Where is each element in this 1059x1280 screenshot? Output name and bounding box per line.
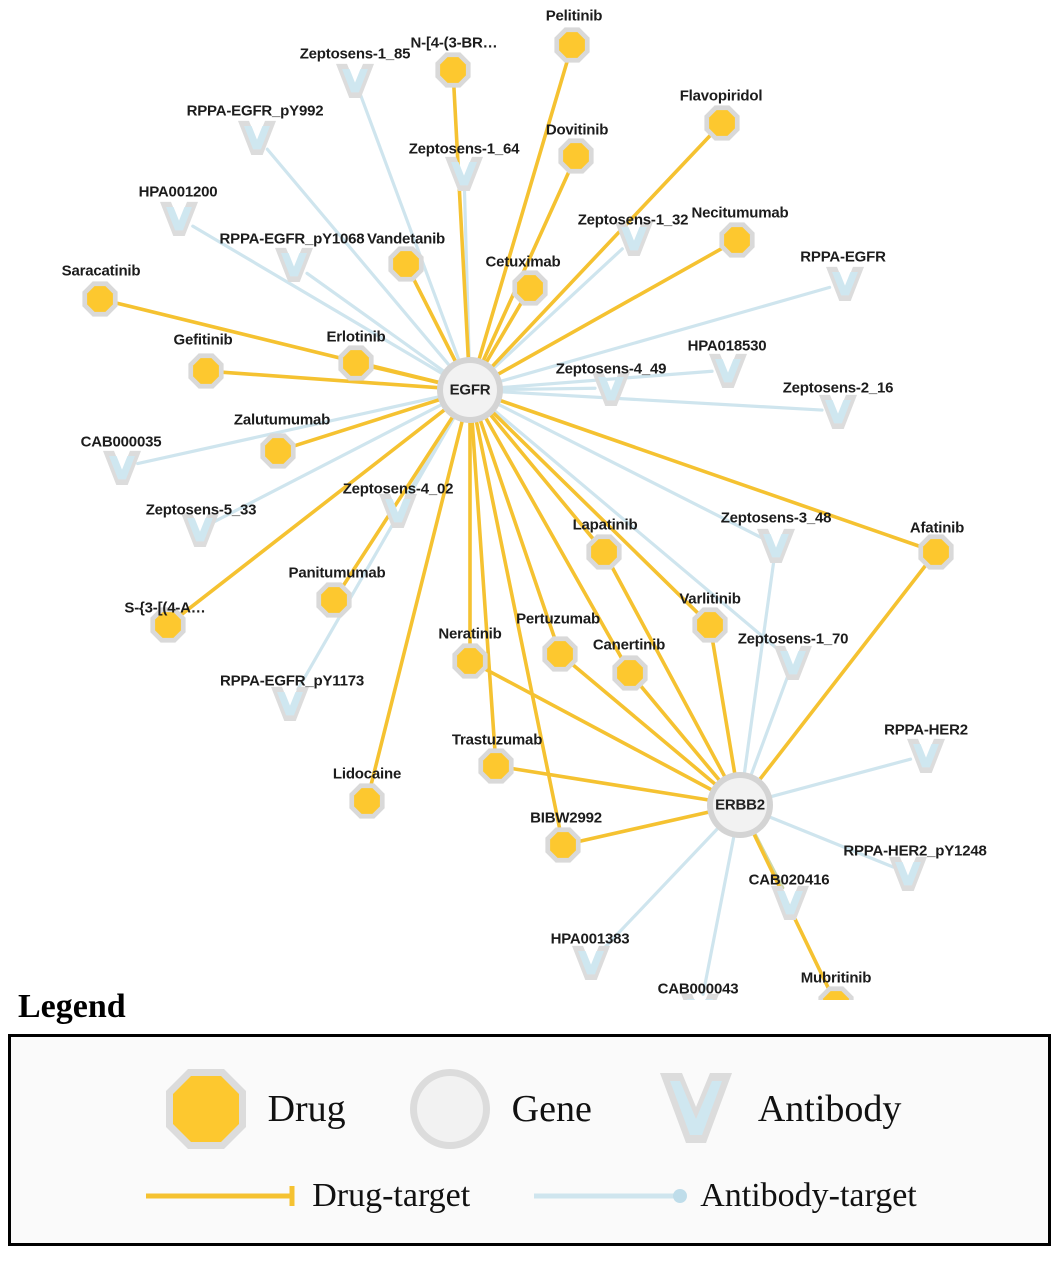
drug-node-label: N-[4-(3-BR… <box>410 34 498 52</box>
antibody-node-label: Zeptosens-1_70 <box>737 630 849 648</box>
antibody-node-label: CAB000035 <box>80 433 162 451</box>
antibody-node[interactable] <box>271 687 309 721</box>
drug-node-label: Erlotinib <box>326 328 386 346</box>
antibody-node-label: RPPA-EGFR_pY1173 <box>219 672 365 690</box>
drug-node[interactable] <box>452 643 487 678</box>
graph-edge <box>500 392 822 410</box>
drug-node[interactable] <box>542 636 577 671</box>
legend-title: Legend <box>18 988 126 1025</box>
drug-node-label: Saracatinib <box>61 262 141 280</box>
drug-node-label: Zalutumumab <box>233 411 331 429</box>
graph-edge <box>307 273 446 372</box>
antibody-node[interactable] <box>336 64 374 98</box>
drug-node-label: Pertuzumab <box>516 610 600 628</box>
legend-label-gene: Gene <box>511 1088 592 1130</box>
gene-node-label: ERBB2 <box>715 796 765 814</box>
antibody-edge-icon <box>530 1182 690 1210</box>
antibody-node[interactable] <box>907 739 945 773</box>
drug-node[interactable] <box>82 281 117 316</box>
antibody-node[interactable] <box>826 267 864 301</box>
drug-node[interactable] <box>704 105 739 140</box>
drug-node[interactable] <box>349 783 384 818</box>
graph-edge <box>713 641 735 776</box>
antibody-node[interactable] <box>572 946 610 980</box>
antibody-node-label: Zeptosens-3_48 <box>720 509 832 527</box>
antibody-node[interactable] <box>445 157 483 191</box>
drug-node[interactable] <box>388 246 423 281</box>
graph-edge <box>500 388 595 389</box>
legend-label-antibody-target: Antibody-target <box>700 1177 917 1214</box>
legend-label-drug-target: Drug-target <box>312 1177 471 1214</box>
antibody-node-label: CAB000043 <box>657 980 739 998</box>
drug-node-label: Trastuzumab <box>451 731 543 749</box>
antibody-node-label: CAB020416 <box>748 871 830 889</box>
legend-item-antibody-target <box>530 1177 917 1215</box>
drug-node[interactable] <box>586 534 621 569</box>
graph-edge <box>372 367 441 383</box>
drug-node-label: Afatinib <box>909 519 965 537</box>
antibody-node[interactable] <box>160 202 198 236</box>
graph-edge <box>744 561 774 775</box>
drug-node[interactable] <box>554 27 589 62</box>
antibody-node-label: HPA018530 <box>687 337 767 355</box>
antibody-node-label: RPPA-HER2_pY1248 <box>843 842 987 860</box>
antibody-node-label: RPPA-EGFR <box>800 248 886 266</box>
drug-node[interactable] <box>545 827 580 862</box>
graph-edge <box>769 759 911 797</box>
drug-node[interactable] <box>612 655 647 690</box>
legend-edge-row <box>11 1177 1048 1215</box>
drug-node-label: Pelitinib <box>545 7 603 25</box>
graph-edge <box>343 415 454 586</box>
drug-node-label: Lapatinib <box>572 516 638 534</box>
drug-node[interactable] <box>512 270 547 305</box>
legend <box>8 988 1051 1246</box>
chevron-down-icon <box>648 1061 744 1157</box>
drug-node[interactable] <box>435 52 470 87</box>
drug-node-label: Varlitinib <box>679 590 741 608</box>
antibody-node-label: HPA001383 <box>550 930 630 948</box>
drug-node-label: Lidocaine <box>332 765 402 783</box>
antibody-node-label: Zeptosens-1_85 <box>299 45 411 63</box>
drug-node-label: S-{3-[(4-A… <box>124 599 206 617</box>
antibody-node-label: Zeptosens-1_32 <box>577 211 689 229</box>
antibody-node[interactable] <box>103 451 141 485</box>
graph-edge <box>498 400 921 547</box>
graph-edge <box>298 416 455 689</box>
octagon-icon <box>158 1061 254 1157</box>
antibody-node-label: Zeptosens-1_64 <box>408 140 520 158</box>
drug-node-label: Vandetanib <box>366 230 446 248</box>
drug-node[interactable] <box>338 345 373 380</box>
drug-node-label: Mubritinib <box>800 969 872 987</box>
drug-node[interactable] <box>918 534 953 569</box>
antibody-node[interactable] <box>774 646 812 680</box>
drug-node[interactable] <box>316 582 351 617</box>
antibody-node-label: HPA001200 <box>138 183 218 201</box>
drug-node-label: Canertinib <box>592 636 666 654</box>
legend-item-drug <box>158 1061 346 1157</box>
antibody-node-label: RPPA-EGFR_pY1068 <box>219 230 365 248</box>
drug-node[interactable] <box>719 222 754 257</box>
drug-node-label: Panitumumab <box>288 564 386 582</box>
legend-label-antibody: Antibody <box>757 1088 902 1130</box>
antibody-node[interactable] <box>709 354 747 388</box>
drug-node[interactable] <box>558 138 593 173</box>
drug-node-label: Cetuximab <box>485 253 561 271</box>
drug-node[interactable] <box>478 748 513 783</box>
antibody-node[interactable] <box>757 529 795 563</box>
drug-node-label: Gefitinib <box>173 331 233 349</box>
drug-edge-icon <box>142 1182 302 1210</box>
legend-node-row <box>11 1061 1048 1157</box>
drug-node[interactable] <box>260 433 295 468</box>
graph-edge <box>491 411 698 614</box>
graph-edge <box>472 420 495 750</box>
drug-node-label: Flavopiridol <box>679 87 763 105</box>
antibody-node-label: Zeptosens-4_49 <box>555 360 667 378</box>
legend-item-antibody <box>648 1061 902 1157</box>
drug-node-label: BIBW2992 <box>530 809 602 827</box>
antibody-node[interactable] <box>238 121 276 155</box>
antibody-node-label: RPPA-HER2 <box>884 721 968 739</box>
antibody-node-label: RPPA-EGFR_pY992 <box>186 102 324 120</box>
antibody-node-label: Zeptosens-2_16 <box>782 379 894 397</box>
drug-node[interactable] <box>692 607 727 642</box>
antibody-node[interactable] <box>889 857 927 891</box>
drug-node-label: Dovitinib <box>545 121 609 139</box>
antibody-node-label: Zeptosens-5_33 <box>145 501 257 519</box>
drug-node[interactable] <box>188 353 223 388</box>
graph-edge <box>479 60 568 361</box>
antibody-node[interactable] <box>771 886 809 920</box>
legend-label-drug: Drug <box>267 1088 346 1130</box>
drug-node-label: Necitumumab <box>691 204 789 222</box>
graph-edge <box>758 565 926 782</box>
legend-item-drug-target <box>142 1177 470 1215</box>
antibody-node[interactable] <box>819 395 857 429</box>
legend-box <box>8 1034 1051 1246</box>
graph-edge <box>703 834 734 994</box>
graph-edge <box>491 135 711 369</box>
circle-icon <box>402 1061 498 1157</box>
legend-item-gene <box>402 1061 592 1157</box>
antibody-node-label: Zeptosens-4_02 <box>342 480 454 498</box>
gene-node-label: EGFR <box>449 381 491 399</box>
drug-node-label: Neratinib <box>438 625 502 643</box>
